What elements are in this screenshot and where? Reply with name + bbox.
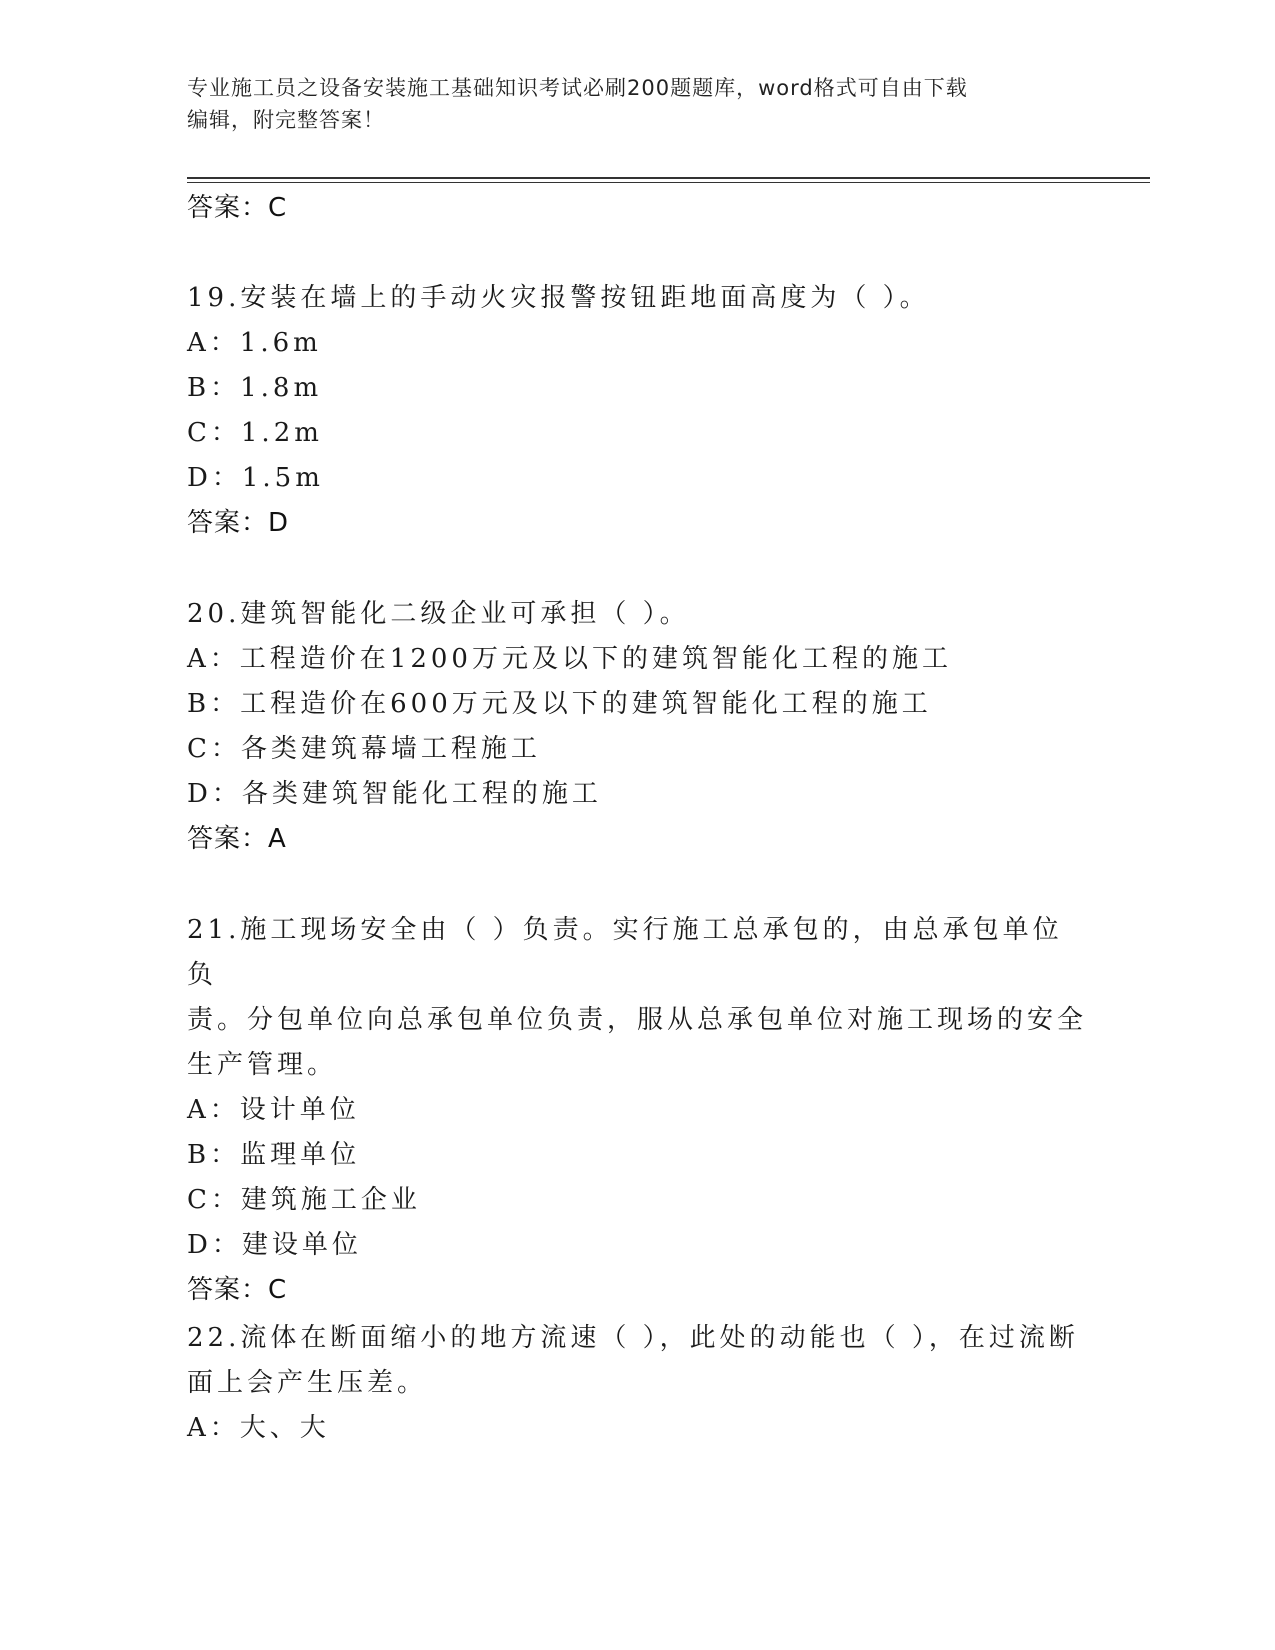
header-line-1: 专业施工员之设备安装施工基础知识考试必刷200题题库，word格式可自由下载 <box>187 76 968 100</box>
option-d: D：1.5m <box>187 463 324 493</box>
question-text: 21.施工现场安全由（ ）负责。实行施工总承包的，由总承包单位负 <box>187 915 1063 990</box>
question-text: 22.流体在断面缩小的地方流速（ ），此处的动能也（ ），在过流断 <box>187 1323 1079 1353</box>
answer-line: 答案：D <box>187 508 290 538</box>
option-a: A：设计单位 <box>187 1095 360 1125</box>
question-text: 面上会产生压差。 <box>187 1368 428 1398</box>
option-c: C：建筑施工企业 <box>187 1185 421 1215</box>
question-block <box>187 276 1087 545</box>
answer-line: 答案：C <box>187 193 288 223</box>
question-block <box>187 908 1087 1312</box>
header-rule-thick <box>187 177 1150 179</box>
question-block <box>187 1316 1087 1451</box>
option-d: D：建设单位 <box>187 1230 362 1260</box>
question-text: 19.安装在墙上的手动火灾报警按钮距地面高度为（ ）。 <box>187 283 930 313</box>
header-rule-thin <box>187 182 1150 183</box>
option-a: A：工程造价在1200万元及以下的建筑智能化工程的施工 <box>187 644 952 674</box>
option-d: D：各类建筑智能化工程的施工 <box>187 779 602 809</box>
option-c: C：1.2m <box>187 418 323 448</box>
question-text: 责。分包单位向总承包单位负责，服从总承包单位对施工现场的安全 <box>187 1005 1088 1035</box>
question-block <box>187 592 1087 861</box>
option-b: B：监理单位 <box>187 1140 361 1170</box>
answer-line: 答案：A <box>187 824 287 854</box>
answer-line: 答案：C <box>187 1275 288 1305</box>
page-header <box>187 72 1087 136</box>
option-a: A：大、大 <box>187 1413 330 1443</box>
question-text: 生产管理。 <box>187 1050 338 1080</box>
option-b: B：1.8m <box>187 373 323 403</box>
option-c: C：各类建筑幕墙工程施工 <box>187 734 541 764</box>
header-line-2: 编辑，附完整答案！ <box>187 108 385 132</box>
option-b: B：工程造价在600万元及以下的建筑智能化工程的施工 <box>187 689 932 719</box>
question-text: 20.建筑智能化二级企业可承担（ ）。 <box>187 599 690 629</box>
option-a: A：1.6m <box>187 328 322 358</box>
